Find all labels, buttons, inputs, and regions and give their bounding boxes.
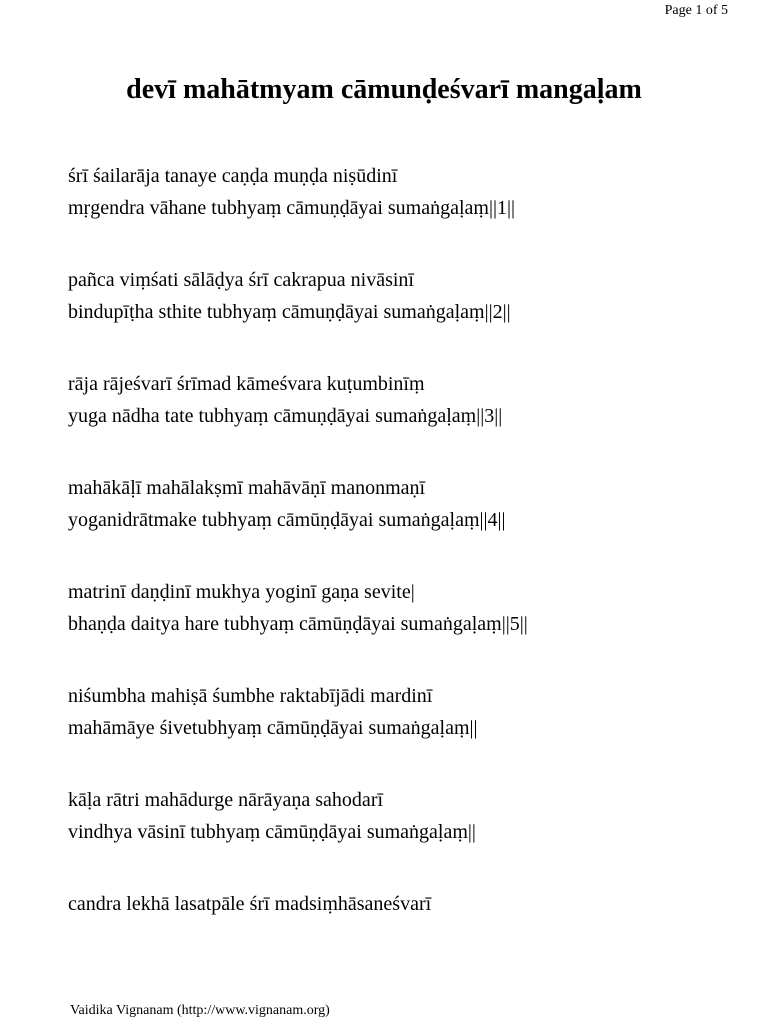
verse-5 bbox=[68, 576, 728, 680]
page-number: Page 1 of 5 bbox=[664, 3, 728, 18]
verse-6 bbox=[68, 680, 728, 784]
verse-8 bbox=[68, 888, 728, 992]
verse-3 bbox=[68, 368, 728, 472]
verse-line: pañca viṃśati sālāḍya śrī cakrapua nivāsinī bbox=[68, 269, 414, 291]
page-footer: Vaidika Vignanam (http://www.vignanam.org) bbox=[70, 1003, 330, 1018]
verse-line: vindhya vāsinī tubhyaṃ cāmūṇḍāyai sumaṅgaḷaṃ|| bbox=[68, 821, 476, 843]
page-title: devī mahātmyam cāmunḍeśvarī mangaḷam bbox=[126, 74, 642, 105]
verse-line: bindupīṭha sthite tubhyaṃ cāmuṇḍāyai sumaṅgaḷaṃ||2|| bbox=[68, 301, 511, 323]
verse-line: niśumbha mahiṣā śumbhe raktabījādi mardinī bbox=[68, 685, 433, 707]
verse-line: yuga nādha tate tubhyaṃ cāmuṇḍāyai sumaṅgaḷaṃ||3|| bbox=[68, 405, 503, 427]
verse-line: matrinī daṇḍinī mukhya yoginī gaṇa sevite| bbox=[68, 581, 415, 603]
verse-1 bbox=[68, 160, 728, 264]
verse-line: mahāmāye śivetubhyaṃ cāmūṇḍāyai sumaṅgaḷaṃ|| bbox=[68, 717, 478, 739]
verse-list bbox=[68, 160, 728, 992]
verse-line: candra lekhā lasatpāle śrī madsiṃhāsaneśvarī bbox=[68, 893, 432, 915]
verse-line: kāḷa rātri mahādurge nārāyaṇa sahodarī bbox=[68, 789, 384, 811]
verse-line: bhaṇḍa daitya hare tubhyaṃ cāmūṇḍāyai sumaṅgaḷaṃ||5|| bbox=[68, 613, 528, 635]
verse-line: mahākāḷī mahālakṣmī mahāvāṇī manonmaṇī bbox=[68, 477, 426, 499]
verse-line: śrī śailarāja tanaye caṇḍa muṇḍa niṣūdinī bbox=[68, 165, 398, 187]
verse-line: yoganidrātmake tubhyaṃ cāmūṇḍāyai sumaṅgaḷaṃ||4|| bbox=[68, 509, 506, 531]
verse-2 bbox=[68, 264, 728, 368]
verse-7 bbox=[68, 784, 728, 888]
verse-line: rāja rājeśvarī śrīmad kāmeśvara kuṭumbinīṃ bbox=[68, 373, 425, 395]
verse-line: mṛgendra vāhane tubhyaṃ cāmuṇḍāyai sumaṅgaḷaṃ||1|| bbox=[68, 197, 515, 219]
verse-4 bbox=[68, 472, 728, 576]
